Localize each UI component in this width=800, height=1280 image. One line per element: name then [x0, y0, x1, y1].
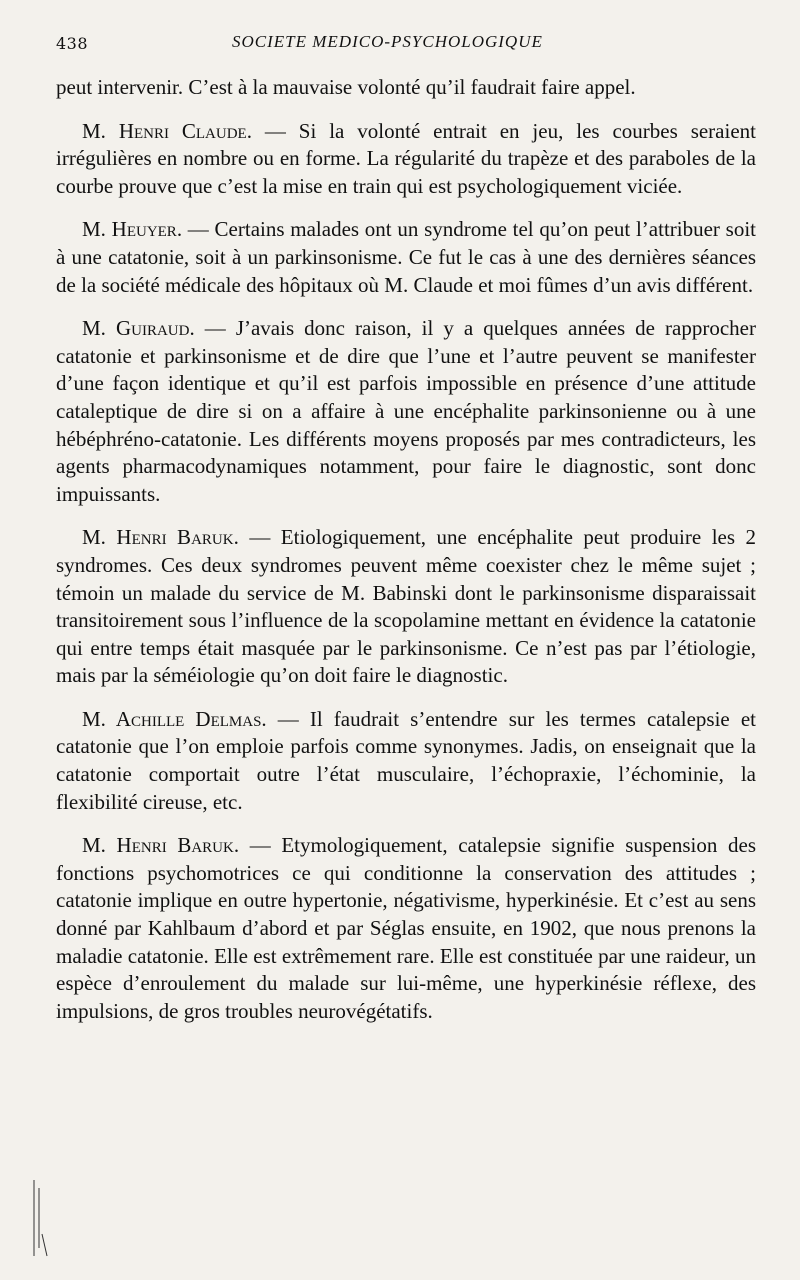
- margin-pencil-mark: [30, 1178, 48, 1258]
- speaker-name: M. Guiraud.: [82, 316, 195, 341]
- discussion-paragraph: [56, 216, 756, 299]
- page-number: 438: [56, 34, 89, 53]
- discussion-paragraph: [56, 706, 756, 816]
- speaker-name: M. Heuyer.: [82, 217, 183, 242]
- paragraph-body: — Il faudrait s’entendre sur les termes catalepsie et catatonie que l’on emploie parfois comme synonymes. Jadis, on enseignait que la catatonie comportait outre l’état musculaire, l’échopraxie, l’échominie, la flexibilité cireuse, etc.: [56, 706, 756, 814]
- running-head: [56, 28, 756, 64]
- paragraph-body: — Etymologiquement, catalepsie signifie suspension des fonctions psychomotrices ce qui conditionne la conservation des attitudes ; catatonie implique en outre hypertonie, négativisme, hyperkinésie. Et c’est au sens donné par Kahlbaum d’abord et par Séglas ensuite, en 1902, que nous prenons la maladie catatonie. Elle est extrêmement rare. Elle est constituée par une raideur, un espèce d’enroulement du malade sur lui-même, une hyperkinésie réflexe, des impulsions, de gros troubles neurovégétatifs.: [56, 833, 756, 1023]
- discussion-paragraph: [56, 118, 756, 201]
- speaker-name: M. Henri Baruk.: [82, 833, 240, 858]
- speaker-name: M. Achille Delmas.: [82, 706, 267, 731]
- paragraph-body: — J’avais donc raison, il y a quelques années de rapprocher catatonie et parkinsonisme et de dire que l’une et l’autre peuvent se manifester d’une façon identique et qu’il est parfois impossible en présence d’une attitude cataleptique de dire si on a affaire à une encéphalite parkinsonienne ou à une hébéphréno-catatonie. Les différents moyens proposés par mes contradicteurs, les agents pharmacodynamiques notamment, pour faire le diagnostic, sont donc impuissants.: [56, 316, 756, 506]
- paragraph-text: [56, 524, 756, 690]
- paragraph-body: peut intervenir. C’est à la mauvaise volonté qu’il faudrait faire appel.: [56, 75, 636, 99]
- paragraph-body: — Si la volonté entrait en jeu, les courbes seraient irrégulières en nombre ou en forme. La régularité du trapèze et des paraboles de la courbe prouve que c’est la mise en train qui est psychologiquement viciée.: [56, 118, 756, 198]
- journal-title: SOCIETE MEDICO-PSYCHOLOGIQUE: [232, 32, 543, 51]
- speaker-name: M. Henri Baruk.: [82, 525, 239, 550]
- paragraph-text: [56, 706, 756, 816]
- paragraph-text: [56, 315, 756, 508]
- discussion-paragraph: [56, 524, 756, 690]
- paragraph-text: [56, 832, 756, 1025]
- discussion-paragraph: [56, 832, 756, 1025]
- paragraph-continuation: [56, 74, 756, 102]
- paragraph-text: [56, 118, 756, 201]
- discussion-paragraph: [56, 315, 756, 508]
- paragraph-text: [56, 74, 756, 102]
- paragraph-body: — Etiologiquement, une encéphalite peut produire les 2 syndromes. Ces deux syndromes peuvent même coexister chez le même sujet ; témoin un malade du service de M. Babinski dont le parkinsonisme disparaissait transitoirement sous l’influence de la scopolamine mettant en évidence la catatonie qui entre temps était masquée par le parkinsonisme. Ce n’est pas par l’étiologie, mais par la séméiologie qu’on doit faire le diagnostic.: [56, 525, 757, 688]
- paragraph-body: — Certains malades ont un syndrome tel qu’on peut l’attribuer soit à une catatonie, soit à un parkinsonisme. Ce fut le cas à une des dernières séances de la société médicale des hôpitaux où M. Claude et moi fûmes d’un avis différent.: [56, 217, 756, 297]
- paragraph-text: [56, 216, 756, 299]
- speaker-name: M. Henri Claude.: [82, 118, 252, 143]
